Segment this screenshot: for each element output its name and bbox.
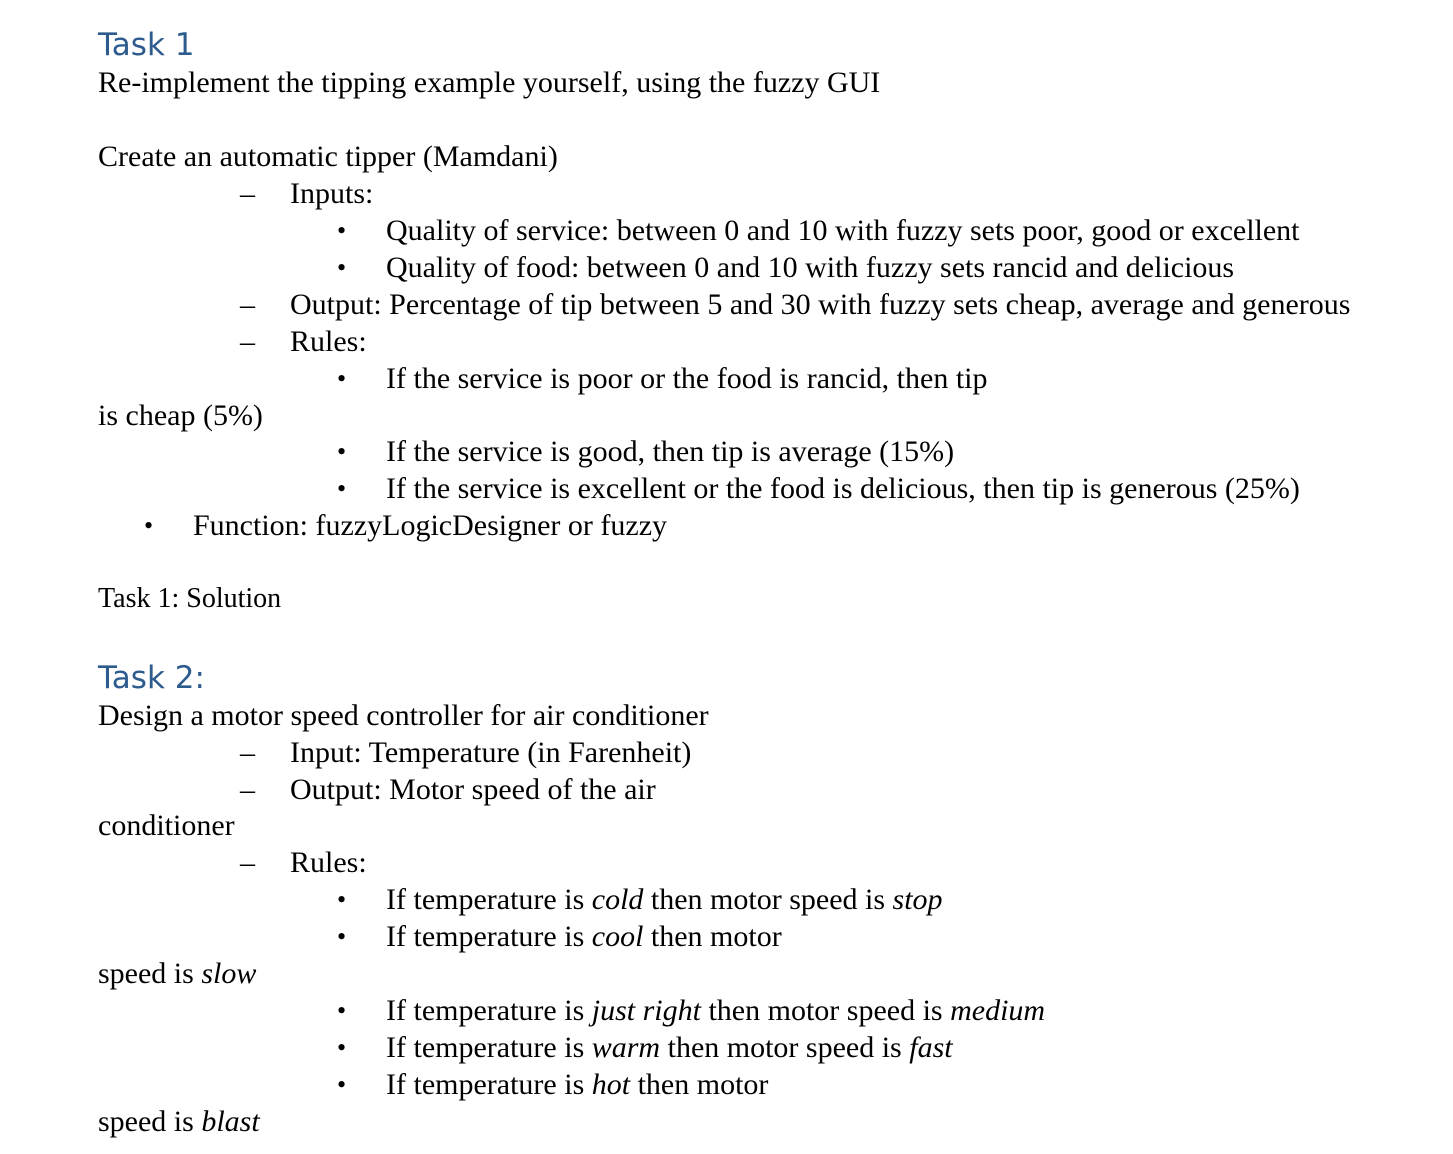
dash-marker: – [240,288,255,321]
bullet-marker: • [337,1033,347,1062]
dash-marker: – [240,325,255,358]
bullet-marker: • [337,1070,347,1099]
task1-inputs-label: Inputs: [290,177,374,210]
bullet-marker: • [337,364,347,393]
dash-marker: – [240,773,255,806]
rule-middle: then motor [630,1068,769,1101]
rule-middle: then motor [643,920,782,953]
task2-heading: Task 2: [98,660,205,696]
task1-rules-label: Rules: [290,325,367,358]
task1-function: Function: fuzzyLogicDesigner or fuzzy [193,509,668,542]
rule-condition: warm [591,1031,661,1064]
task1-rule1-part2: is cheap (5%) [98,399,263,432]
rule-condition: cool [591,920,644,953]
rule-result: stop [892,883,943,916]
task1-intro: Re-implement the tipping example yourself, using the fuzzy GUI [98,66,881,99]
rule-result: blast [201,1105,260,1138]
rule-continuation: speed is [98,1105,202,1138]
bullet-marker: • [337,474,347,503]
rule-prefix: If temperature is [386,1031,592,1064]
rule-middle: then motor speed is [660,1031,910,1064]
rule-middle: then motor speed is [700,994,951,1027]
task2-output-part2: conditioner [98,809,235,842]
rule-condition: hot [591,1068,631,1101]
task2-rules-label: Rules: [290,846,367,879]
bullet-marker: • [337,437,347,466]
task2-rule-just-right [386,993,1045,1029]
rule-middle: then motor speed is [643,883,893,916]
task1-rule3: If the service is excellent or the food is delicious, then tip is generous (25%) [386,472,1300,505]
rule-result: slow [201,957,257,990]
dash-marker: – [240,846,255,879]
task1-heading: Task 1 [98,27,195,63]
rule-result: fast [909,1031,953,1064]
rule-prefix: If temperature is [386,1068,592,1101]
dash-marker: – [240,736,255,769]
task1-rule1-part1: If the service is poor or the food is rancid, then tip [386,362,988,395]
bullet-marker: • [144,511,154,540]
bullet-marker: • [337,922,347,951]
task1-input-service: Quality of service: between 0 and 10 with fuzzy sets poor, good or excellent [386,214,1300,247]
task2-output-part1: Output: Motor speed of the air [290,773,656,806]
task1-create-line: Create an automatic tipper (Mamdani) [98,140,558,173]
rule-result: medium [950,994,1046,1027]
task1-input-food: Quality of food: between 0 and 10 with fuzzy sets rancid and delicious [386,251,1235,284]
rule-prefix: If temperature is [386,994,592,1027]
bullet-marker: • [337,216,347,245]
bullet-marker: • [337,253,347,282]
task2-rule-hot-continuation [98,1104,260,1140]
task2-rule-cool [386,919,782,955]
task1-rule2: If the service is good, then tip is average (15%) [386,435,955,468]
dash-marker: – [240,177,255,210]
rule-condition: cold [591,883,644,916]
task2-rule-cool-continuation [98,956,256,992]
task1-output: Output: Percentage of tip between 5 and 30 with fuzzy sets cheap, average and generous [290,288,1351,321]
bullet-marker: • [337,996,347,1025]
rule-prefix: If temperature is [386,920,592,953]
bullet-marker: • [337,885,347,914]
task2-rule-cold [386,882,943,918]
task1-solution: Task 1: Solution [98,583,282,614]
task2-rule-hot [386,1067,768,1103]
task2-input: Input: Temperature (in Farenheit) [290,736,692,769]
task2-intro: Design a motor speed controller for air conditioner [98,699,709,732]
rule-continuation: speed is [98,957,202,990]
rule-prefix: If temperature is [386,883,592,916]
task2-rule-warm [386,1030,953,1066]
rule-condition: just right [591,994,701,1027]
